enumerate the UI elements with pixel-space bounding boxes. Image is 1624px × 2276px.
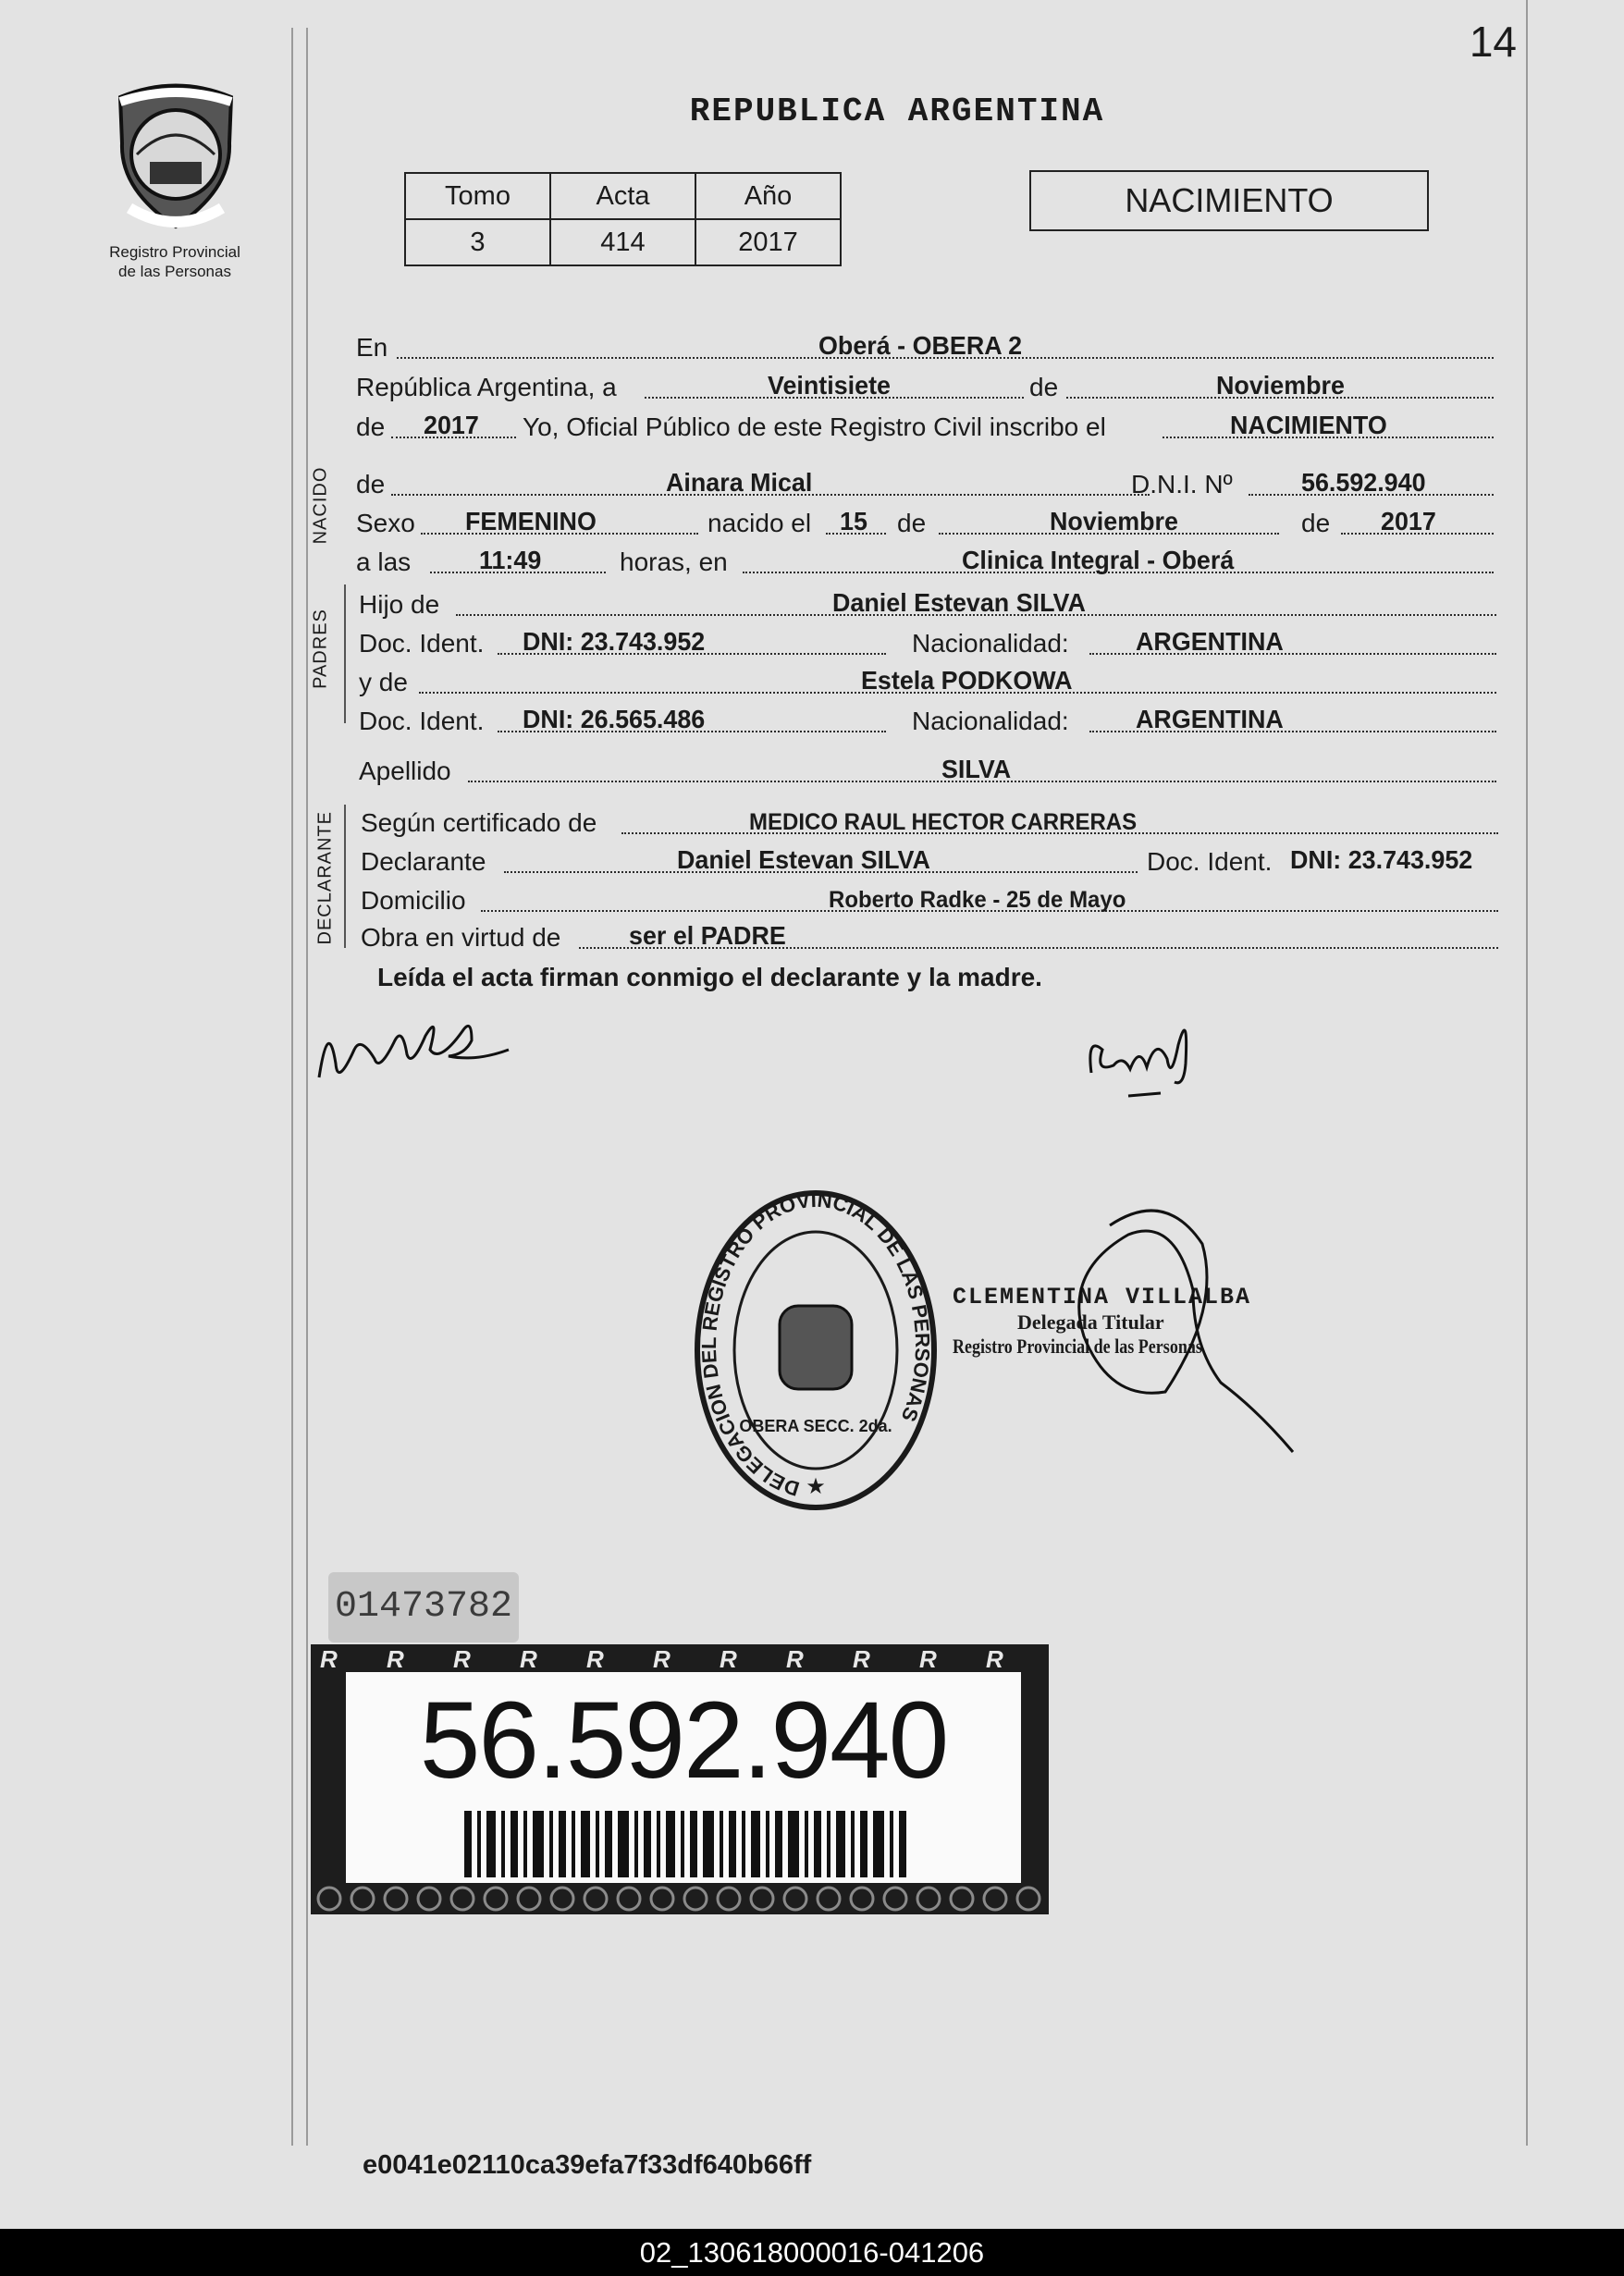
apellido-value: SILVA [941, 755, 1012, 783]
tomo-header: Tomo [405, 173, 550, 219]
nacido-el-label: nacido el [707, 509, 812, 537]
y-de-label: y de [359, 668, 408, 696]
svg-text:R: R [720, 1645, 737, 1672]
date-label: República Argentina, a [356, 373, 617, 401]
cert-value: MEDICO RAUL HECTOR CARRERAS [749, 809, 1138, 835]
declarante-doc: DNI: 23.743.952 [1290, 845, 1473, 874]
sexo-label: Sexo [356, 509, 415, 537]
declarante-name: Daniel Estevan SILVA [677, 845, 930, 874]
tomo-value: 3 [405, 219, 550, 265]
year-de-label: de [356, 412, 386, 441]
document-hash: e0041e02110ca39efa7f33df640b66ff [363, 2150, 812, 2180]
obra-value: ser el PADRE [629, 921, 786, 950]
domicilio-value: Roberto Radke - 25 de Mayo [829, 887, 1126, 913]
domicilio-field [361, 879, 1498, 917]
closing-statement: Leída el acta firman conmigo el declarante y la madre. [377, 963, 1042, 991]
apellido-field [359, 749, 1496, 788]
horas-en-label: horas, en [620, 547, 728, 576]
birth-day: 15 [840, 507, 867, 535]
birth-year: 2017 [1381, 507, 1436, 535]
madre-nac-label: Nacionalidad: [912, 707, 1069, 735]
official-role: Delegada Titular [1017, 1310, 1164, 1334]
madre-signature [1082, 1008, 1212, 1110]
svg-text:R: R [453, 1645, 471, 1672]
cert-field [361, 801, 1498, 840]
document-title: REPUBLICA ARGENTINA [689, 92, 1105, 130]
year-act: NACIMIENTO [1230, 411, 1387, 439]
page-number: 14 [1469, 18, 1517, 66]
birth-place: Clinica Integral - Oberá [962, 546, 1235, 574]
nacido-name-field [356, 462, 1494, 501]
madre-doc: DNI: 26.565.486 [523, 705, 706, 733]
svg-text:R: R [786, 1645, 804, 1672]
sexo-value: FEMENINO [465, 507, 597, 535]
official-stamp [689, 1184, 943, 1521]
year-value: 2017 [424, 411, 479, 439]
svg-text:R: R [853, 1645, 870, 1672]
official-office: Registro Provincial de las Personas [953, 1335, 1202, 1358]
declarante-signature [310, 999, 523, 1091]
svg-text:★: ★ [806, 1474, 826, 1499]
hora-value: 11:49 [479, 546, 542, 574]
madre-doc-label: Doc. Ident. [359, 707, 485, 735]
place-field [356, 326, 1494, 364]
barcode [464, 1811, 908, 1877]
svg-text:R: R [586, 1645, 604, 1672]
crest-caption-line1: Registro Provincial [109, 243, 240, 261]
registry-table [404, 172, 842, 266]
obra-field [361, 916, 1498, 954]
hora-label: a las [356, 547, 412, 576]
madre-field [359, 660, 1496, 699]
declarante-doc-label: Doc. Ident. [1147, 847, 1273, 876]
date-de-label: de [1029, 373, 1059, 401]
hora-field [356, 540, 1494, 579]
svg-text:R: R [320, 1645, 338, 1672]
section-nacido-label: NACIDO [310, 466, 331, 545]
declarante-label: Declarante [361, 847, 486, 876]
hijo-de-label: Hijo de [359, 590, 440, 619]
svg-text:R: R [986, 1645, 1003, 1672]
anio-header: Año [695, 173, 841, 219]
place-value: Oberá - OBERA 2 [818, 331, 1023, 360]
dni-sticker-panel [346, 1672, 1021, 1883]
official-signature [1054, 1198, 1304, 1457]
year-field [356, 405, 1494, 444]
nacido-dni: 56.592.940 [1301, 468, 1426, 497]
section-padres-label: PADRES [310, 609, 331, 689]
svg-text:R: R [919, 1645, 937, 1672]
crest-caption [72, 242, 277, 281]
date-day: Veintisiete [768, 371, 891, 400]
dni-sticker [311, 1644, 1049, 1914]
crest-caption-line2: de las Personas [118, 263, 231, 280]
date-field [356, 365, 1494, 404]
padre-doc-label: Doc. Ident. [359, 629, 485, 658]
madre-name: Estela PODKOWA [861, 666, 1073, 695]
padre-name: Daniel Estevan SILVA [832, 588, 1086, 617]
nacido-name: Ainara Mical [666, 468, 813, 497]
date-month: Noviembre [1216, 371, 1345, 400]
declarante-field [361, 840, 1498, 879]
birth-de-label2: de [1301, 509, 1331, 537]
sexo-field [356, 501, 1494, 540]
padre-nac: ARGENTINA [1136, 627, 1284, 656]
stamp-ring-text: DELEGACION DEL REGISTRO PROVINCIAL DE LAS PERSONAS [696, 1187, 935, 1501]
anio-value: 2017 [695, 219, 841, 265]
acta-value: 414 [550, 219, 695, 265]
madre-nac: ARGENTINA [1136, 705, 1284, 733]
stamp-inner-text: OBERA SECC. 2da. [739, 1417, 892, 1435]
svg-text:R: R [387, 1645, 404, 1672]
obra-label: Obra en virtud de [361, 923, 561, 952]
place-label: En [356, 333, 388, 362]
nacido-name-label: de [356, 470, 386, 498]
svg-text:R: R [653, 1645, 671, 1672]
year-text: Yo, Oficial Público de este Registro Civil inscribo el [523, 412, 1106, 441]
dni-label: D.N.I. Nº [1131, 470, 1233, 498]
section-declarante-label: DECLARANTE [314, 811, 336, 945]
birth-month: Noviembre [1050, 507, 1178, 535]
madre-doc-field [359, 699, 1496, 738]
svg-text:R: R [520, 1645, 537, 1672]
domicilio-label: Domicilio [361, 886, 466, 915]
dni-sticker-number: 56.592.940 [419, 1679, 948, 1802]
padre-doc: DNI: 23.743.952 [523, 627, 706, 656]
acta-header: Acta [550, 173, 695, 219]
footer-file-id: 02_130618000016-041206 [0, 2229, 1624, 2276]
cert-label: Según certificado de [361, 808, 597, 837]
padre-doc-field [359, 621, 1496, 660]
birth-de-label1: de [897, 509, 927, 537]
padre-nac-label: Nacionalidad: [912, 629, 1069, 658]
apellido-label: Apellido [359, 757, 451, 785]
padre-field [359, 583, 1496, 621]
official-name: CLEMENTINA VILLALBA [953, 1284, 1252, 1310]
act-type-box: NACIMIENTO [1029, 170, 1429, 231]
control-number: 01473782 [328, 1572, 519, 1642]
